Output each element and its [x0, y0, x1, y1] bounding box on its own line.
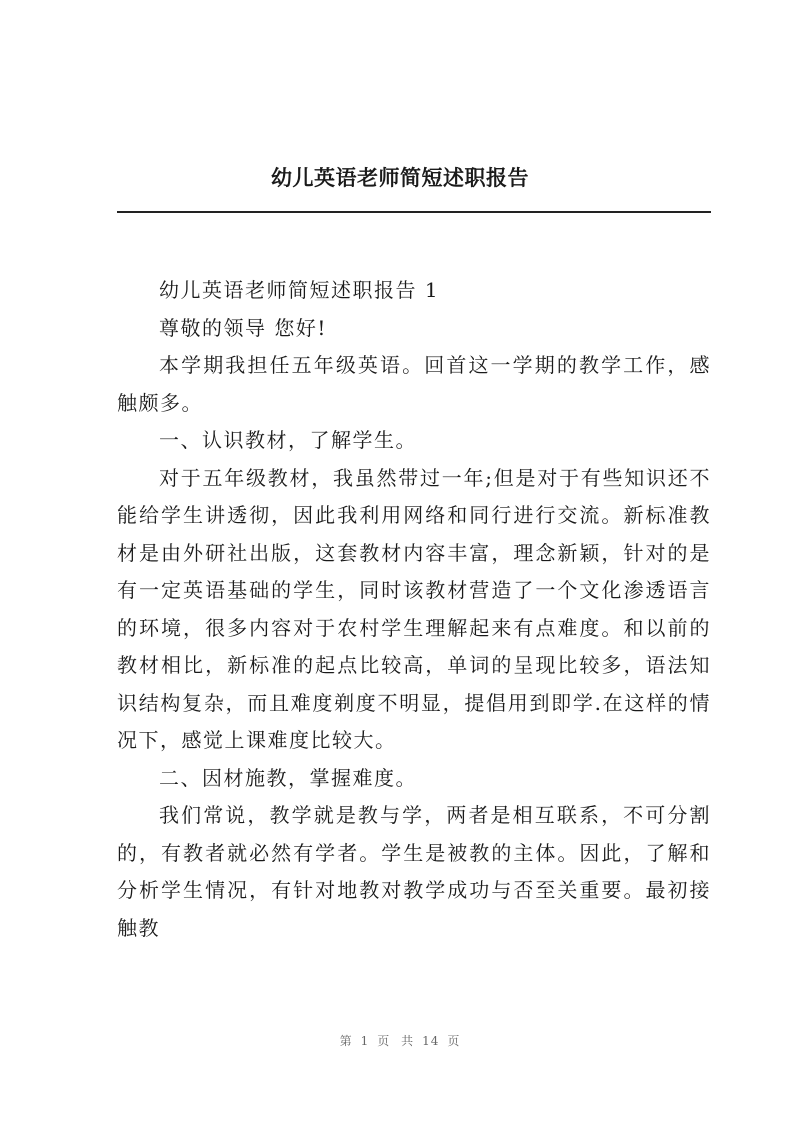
footer-current-page: 1: [360, 1034, 370, 1048]
document-body: [117, 272, 711, 947]
section-heading: 一、认识教材，了解学生。: [159, 428, 417, 452]
page-footer: [0, 1032, 800, 1049]
title-divider: [117, 211, 711, 213]
paragraph: 本学期我担任五年级英语。回首这一学期的教学工作，感触颇多。: [117, 353, 711, 415]
footer-suffix: 页: [447, 1034, 461, 1048]
paragraph-salutation: 尊敬的领导 您好!: [159, 315, 327, 340]
section-heading: 二、因材施教，掌握难度。: [159, 765, 417, 790]
document-title: 幼儿英语老师简短述职报告: [271, 165, 529, 190]
paragraph: 对于五年级教材，我虽然带过一年;但是对于有些知识还不能给学生讲透彻，因此我利用网络和同行进行交流。新标准教材是由外研社出版，这套教材内容丰富，理念新颖，针对的是有一定英语基础的学生，同时该教材营造了一个文化渗透语言的环境，很多内容对于农村学生理解起来有点难度。和以前的教材相比，新标准的起点比较高，单词的呈现比较多，语法知识结构复杂，而且难度剃度不明显，提倡用到即学.在这样的情况下，感觉上课难度比较大。: [117, 465, 711, 752]
footer-prefix: 第: [339, 1034, 353, 1048]
paragraph: 我们常说，教学就是教与学，两者是相互联系，不可分割的，有教者就必然有学者。学生是被教的主体。因此，了解和分析学生情况，有针对地教对教学成功与否至关重要。最初接触教: [117, 803, 711, 940]
footer-middle: 页 共: [377, 1034, 415, 1048]
paragraph-heading: 幼儿英语老师简短述职报告 1: [159, 278, 440, 302]
footer-total-pages: 14: [422, 1034, 440, 1048]
